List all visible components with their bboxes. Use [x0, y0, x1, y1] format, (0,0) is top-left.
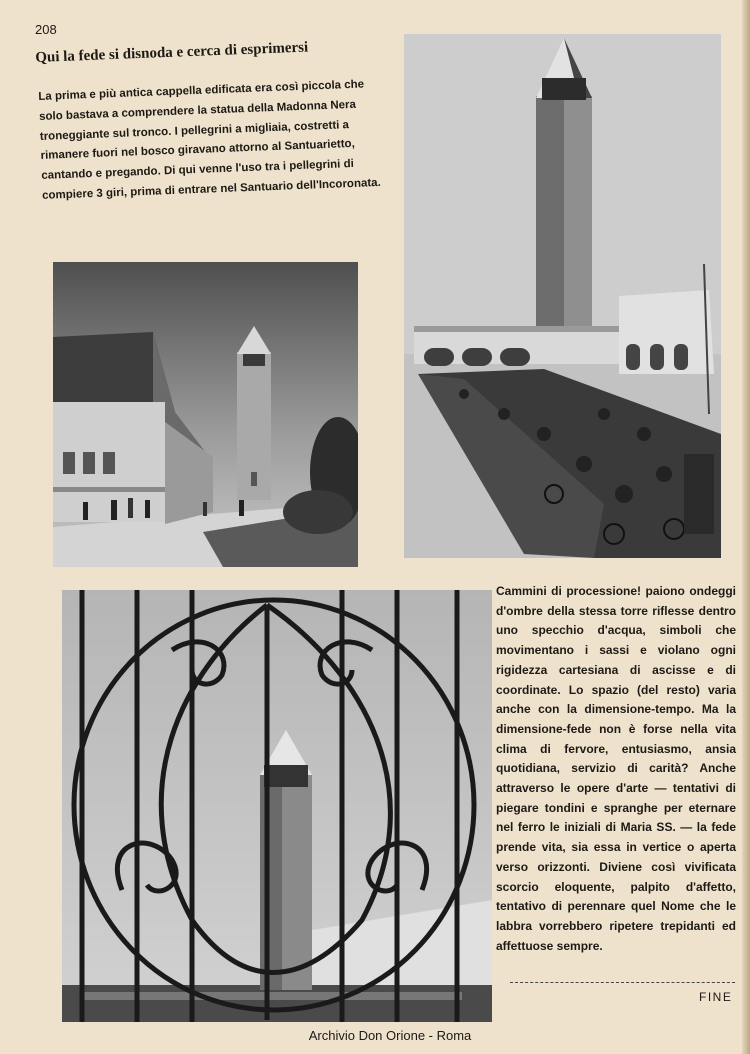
gate-photo — [62, 590, 492, 1022]
photo-caption: Cammini di processione! paiono ondeggi d'ombre della stessa torre riflesse dentro uno specchio d'acqua, simboli che movimentano i sassi e violano ogni rigidezza cartesiana di ascisse e di coordinate. Lo spazio (del resto) varia anche con la dimensione-tempo. Ma la dimensione-fede non è forse nella vita clima di fervore, entusiasmo, ansia quotidiana, servizio di carità? Anche attraverso le opere d'arte — tentativi di piegare tondini e spranghe per eternare nel ferro le iniziali di Maria SS. — la fede prende vita, sia essa in vertice o aperta verso orizzonti. Diviene così vivificata scorcio eloquente, palpito d'affetto, tentativo di perennare quel Nome che le labbra vorrebbero ripetere trepidanti ed affettuose sempre. — [496, 584, 736, 953]
end-divider — [510, 982, 735, 983]
basilica-photo — [53, 262, 358, 567]
intro-paragraph: La prima e più antica cappella edificata era così piccola che solo bastava a comprendere la statua della Madonna Nera troneggiante sul tronco. I pellegrini a migliaia, costretti a rimanere fuori nel bosco giravano attorno al Santuarietto, cantando e pregando. Di qui venne l'uso tra i pellegrini di compiere 3 giri, prima di entrare nel Santuario dell'Incoronata. — [38, 78, 382, 202]
page-number: 208 — [35, 22, 57, 37]
end-mark: FINE — [699, 990, 733, 1004]
procession-photo — [404, 34, 721, 558]
archive-footer: Archivio Don Orione - Roma — [308, 1028, 472, 1043]
page-edge — [742, 0, 750, 1054]
article-title: Qui la fede si disnoda e cerca di esprimersi — [35, 39, 309, 66]
